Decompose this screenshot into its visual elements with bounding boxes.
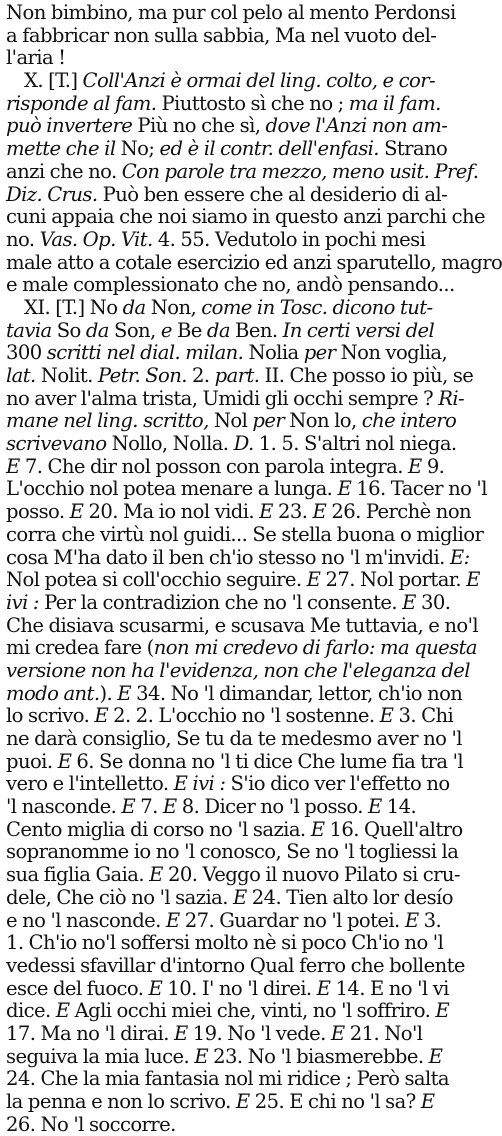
text-run: So (51, 318, 86, 342)
text-run: Ben. (229, 318, 283, 342)
text-run: corra che virtù nol guidi... Se stella buona o miglior (6, 522, 484, 546)
italic-text-run: E (57, 749, 72, 773)
italic-text-run: e (160, 318, 172, 342)
text-line (6, 342, 466, 365)
text-line (6, 388, 466, 411)
text-line (6, 184, 466, 207)
text-run: lo scrivo. (6, 704, 95, 728)
text-line (6, 433, 466, 456)
text-run: Son, (108, 318, 161, 342)
text-line (6, 932, 466, 955)
text-run: no. (6, 227, 40, 251)
text-line (6, 819, 466, 842)
text-line (6, 320, 466, 343)
text-line (6, 705, 466, 728)
text-line (6, 796, 466, 819)
text-run: XI. [T.] No (24, 295, 123, 319)
italic-text-run: E (466, 568, 480, 592)
text-line (6, 910, 466, 933)
text-run: 8. Dicer no 'l posso. (176, 795, 368, 819)
italic-text-run: lat. (6, 364, 36, 387)
text-run: Piuttosto sì che no ; (156, 91, 349, 115)
text-run: 3. (418, 908, 442, 932)
text-line (6, 205, 485, 229)
text-run: no aver l'alma trista, Umidi gli occhi sempre ? (6, 386, 439, 410)
italic-text-run: scritti nel dial. milan. (46, 341, 244, 365)
text-run: No; (115, 137, 160, 161)
italic-text-run: E (402, 590, 416, 614)
text-run: Non lo, (284, 409, 362, 433)
text-line (6, 1046, 466, 1069)
text-run: Agli occhi miei che, vinti, no 'l soffriro. (69, 999, 436, 1023)
text-line (6, 274, 466, 297)
text-line (6, 728, 466, 751)
text-run: e male complessionato che no, andò pensando... (6, 273, 455, 297)
italic-text-run: E (121, 795, 136, 819)
text-run: 7. Che dir nol posson con parola integra. (19, 454, 408, 478)
text-line (6, 250, 502, 275)
italic-text-run: modo ant. (6, 681, 100, 705)
italic-text-run: per (252, 409, 285, 433)
italic-text-run: E (69, 500, 84, 524)
text-line (6, 773, 466, 796)
text-line (6, 1023, 466, 1046)
text-run: 2. 2. L'occhio no 'l sostenne. (108, 704, 380, 728)
text-run: Non, (145, 295, 202, 319)
text-run: 26. No 'l soccorre. (6, 1112, 176, 1136)
text-run: 300 (6, 341, 47, 365)
italic-text-run: risponde al fam. (6, 91, 157, 115)
text-line (6, 229, 466, 252)
text-line (6, 636, 477, 660)
text-run: a fabbricar non sulla sabbia, Ma nel vuoto del- (6, 23, 437, 47)
text-line (6, 683, 466, 706)
italic-text-run: E (420, 1090, 435, 1113)
italic-text-run: versione non ha l'evidenza, non che l'eleganza del (6, 658, 470, 682)
italic-text-run: E (310, 817, 325, 841)
italic-text-run: Con parole tra mezzo, meno usit. Pref. (121, 159, 479, 183)
text-run: S'io dico ver l'effetto no (225, 772, 450, 796)
text-line (6, 955, 466, 978)
italic-text-run: ma il fam. (348, 91, 441, 115)
italic-text-run: E (232, 885, 247, 909)
text-run: 10. I' no 'l direi. (162, 976, 317, 1000)
italic-text-run: E (367, 795, 382, 819)
text-run: 2. (186, 364, 215, 387)
italic-text-run: Coll'Anzi è ormai del ling. colto, e cor- (82, 69, 436, 93)
text-run: 23. (272, 500, 313, 524)
italic-text-run: come in Tosc. dicono tut- (201, 295, 433, 319)
text-run: sopranomme io no 'l conosco, Se no 'l togliessi la (6, 840, 459, 864)
italic-text-run: ed è il contr. dell'enfasi. (159, 137, 379, 161)
text-run: Più no che sì, (132, 114, 266, 138)
text-run: e no 'l nasconde. (6, 908, 166, 932)
text-run: vedessi sfavillar d'intorno Qual ferro che bollente (6, 953, 465, 977)
text-run: 14. (381, 795, 417, 819)
text-line (6, 93, 466, 116)
text-line (6, 864, 466, 887)
text-run: l'aria ! (6, 46, 66, 70)
italic-text-run: E (379, 704, 394, 728)
text-run: 14. E no 'l vi (330, 976, 449, 1000)
italic-text-run: E (306, 568, 321, 592)
text-line (6, 159, 479, 184)
text-line (6, 887, 466, 910)
italic-text-run: tavia (6, 318, 52, 342)
italic-text-run: mane nel ling. scritto, (6, 409, 209, 433)
text-run: esce del fuoco. (6, 976, 149, 1000)
text-run: L'occhio nol potea menare a lunga. (6, 477, 338, 501)
italic-text-run: part. (214, 364, 260, 387)
text-line (6, 841, 466, 864)
dictionary-page (0, 1, 502, 1136)
text-line (6, 456, 466, 479)
italic-text-run: E (165, 908, 180, 932)
text-line (6, 477, 487, 501)
text-run: puoi. (6, 749, 58, 773)
text-run: Nolia (243, 341, 304, 365)
text-run: 34. No 'l dimandar, lettor, ch'io non (130, 681, 463, 705)
italic-text-run: scrivevano (6, 432, 107, 456)
text-line (6, 613, 479, 638)
italic-text-run: E (6, 454, 20, 478)
text-run: vero e l'intelletto. (6, 772, 174, 796)
text-run: Che disiava scusarmi, e scusava Me tuttavia, e no'l (6, 613, 479, 637)
text-run: 1. Ch'io no'l soffersi molto nè si poco Ch'io no 'l (6, 931, 444, 955)
text-run: 27. Nol portar. (320, 568, 467, 592)
text-run: 16. Quell'altro (324, 817, 463, 841)
text-run: Be (171, 318, 207, 342)
italic-text-run: E (407, 454, 422, 478)
text-run: 30. (415, 590, 451, 614)
text-line (6, 70, 466, 93)
text-line (6, 2, 466, 25)
text-run: 20. Veggo il nuovo Pilato si cru- (162, 863, 460, 887)
text-run: 25. E chi no 'l sa? (249, 1090, 421, 1113)
italic-text-run: per (303, 341, 336, 365)
text-run: 1. 5. S'altri nol niega. (253, 432, 457, 456)
text-line (6, 364, 474, 388)
italic-text-run: E (235, 1090, 250, 1113)
text-run: cuni appaia che noi siamo in questo anzi parchi che (6, 205, 485, 229)
text-run: Non bimbino, ma pur col pelo al mento Perdonsi (6, 1, 456, 24)
text-run: 'l nasconde. (6, 795, 122, 819)
italic-text-run: dove l'Anzi non am- (265, 114, 448, 138)
italic-text-run: E (316, 976, 331, 1000)
text-line (6, 138, 466, 161)
italic-text-run: ivi : (6, 590, 39, 614)
text-run: Nollo, Nolla. (106, 432, 234, 456)
text-run: 23. No 'l biasmerebbe. (208, 1044, 429, 1068)
italic-text-run: E (312, 500, 327, 524)
text-run: male atto a cotale esercizio ed anzi sparutello, magro (6, 250, 502, 274)
italic-text-run: E (94, 704, 109, 728)
text-run: 26. Perchè non (326, 500, 472, 524)
italic-text-run: mette che il (6, 137, 116, 161)
text-run: Nol potea si coll'occhio seguire. (6, 568, 307, 592)
italic-text-run: Diz. Crus. (6, 182, 98, 206)
text-run: Per la contradizion che no 'l consente. (38, 590, 403, 614)
italic-text-run: E (404, 908, 419, 932)
text-line (6, 47, 466, 70)
italic-text-run: D. (233, 432, 254, 456)
text-run: Cento miglia di corso no 'l sazia. (6, 817, 311, 841)
text-run: 21. No'l (344, 1021, 423, 1045)
text-run: 16. Tacer no 'l (351, 477, 487, 501)
italic-text-run: E (337, 477, 352, 501)
text-run: 20. Ma io nol vidi. (83, 500, 260, 524)
text-line (6, 568, 480, 592)
text-run: cosa M'ha dato il ben ch'io stesso no 'l m'invidi. (6, 545, 450, 569)
text-run: la penna e non lo scrivo. (6, 1090, 236, 1113)
italic-text-run: E: (449, 545, 470, 569)
italic-text-run: Vas. Op. Vit. (39, 227, 153, 251)
text-run: seguiva la mia luce. (6, 1044, 195, 1068)
text-run: 6. Se donna no 'l ti dice Che lume fia tra 'l (71, 749, 464, 773)
italic-text-run: E (173, 1021, 188, 1045)
text-line (6, 1091, 466, 1114)
text-run: ). (99, 681, 118, 705)
text-run: ne darà consiglio, Se tu da te medesmo aver no 'l (6, 727, 462, 750)
text-line (6, 751, 466, 774)
italic-text-run: E (162, 795, 177, 819)
text-line (6, 500, 472, 524)
text-line (6, 1000, 466, 1023)
italic-text-run: E (330, 1021, 345, 1045)
italic-text-run: E (55, 999, 70, 1023)
italic-text-run: può invertere (6, 114, 133, 138)
italic-text-run: da (206, 318, 230, 342)
text-run: Può ben essere che al desiderio di al- (97, 182, 448, 206)
italic-text-run: E ivi : (173, 772, 226, 796)
text-run: dele, Che ciò no 'l sazia. (6, 885, 233, 909)
text-run: Nolit. (35, 364, 98, 387)
text-run: 4. 55. Vedutolo in pochi mesi (152, 227, 426, 251)
text-run: 17. Ma no 'l dirai. (6, 1021, 174, 1045)
text-run: 9. (421, 454, 445, 478)
text-run: 3. Chi (393, 704, 454, 728)
italic-text-run: E (194, 1044, 209, 1068)
italic-text-run: da (85, 318, 109, 342)
text-line (6, 297, 466, 320)
text-run: dice. (6, 999, 56, 1023)
italic-text-run: E (148, 976, 163, 1000)
italic-text-run: E (428, 1044, 443, 1068)
text-run: mi credea fare ( (6, 636, 154, 660)
italic-text-run: E (149, 863, 163, 887)
text-line (6, 1068, 466, 1091)
text-run: sua figlia Gaia. (6, 863, 150, 887)
text-line (6, 522, 484, 547)
text-line (6, 545, 470, 570)
text-run: 24. Tien alto lor desío (246, 885, 453, 909)
italic-text-run: da (122, 295, 146, 319)
text-line (6, 25, 466, 48)
text-run: Nol (208, 409, 253, 433)
text-line (6, 658, 470, 683)
italic-text-run: che intero (361, 409, 457, 433)
text-run: posso. (6, 500, 70, 524)
italic-text-run: In certi versi del (282, 318, 435, 342)
text-line (6, 1114, 466, 1136)
text-line (6, 592, 466, 615)
italic-text-run: Petr. Son. (97, 364, 187, 387)
text-run: 24. Che la mia fantasia nol mi ridice ; Però salta (6, 1067, 449, 1091)
italic-text-run: E (259, 500, 273, 524)
text-run: anzi che no. (6, 159, 122, 183)
italic-text-run: E (117, 681, 131, 705)
text-line (6, 115, 466, 138)
text-run: II. Che posso io più, se (259, 364, 474, 387)
italic-text-run: non mi credevo di farlo: ma questa (153, 636, 477, 660)
text-run: 27. Guardar no 'l potei. (179, 908, 405, 932)
text-run: Strano (378, 137, 448, 161)
text-line (6, 978, 466, 1001)
italic-text-run: Ri- (438, 386, 465, 410)
italic-text-run: E (435, 999, 450, 1023)
text-run: 7. (135, 795, 163, 819)
text-line (6, 410, 466, 433)
text-run: 19. No 'l vede. (187, 1021, 331, 1045)
text-run: Non voglia, (335, 341, 448, 365)
text-run: X. [T.] (24, 69, 83, 93)
